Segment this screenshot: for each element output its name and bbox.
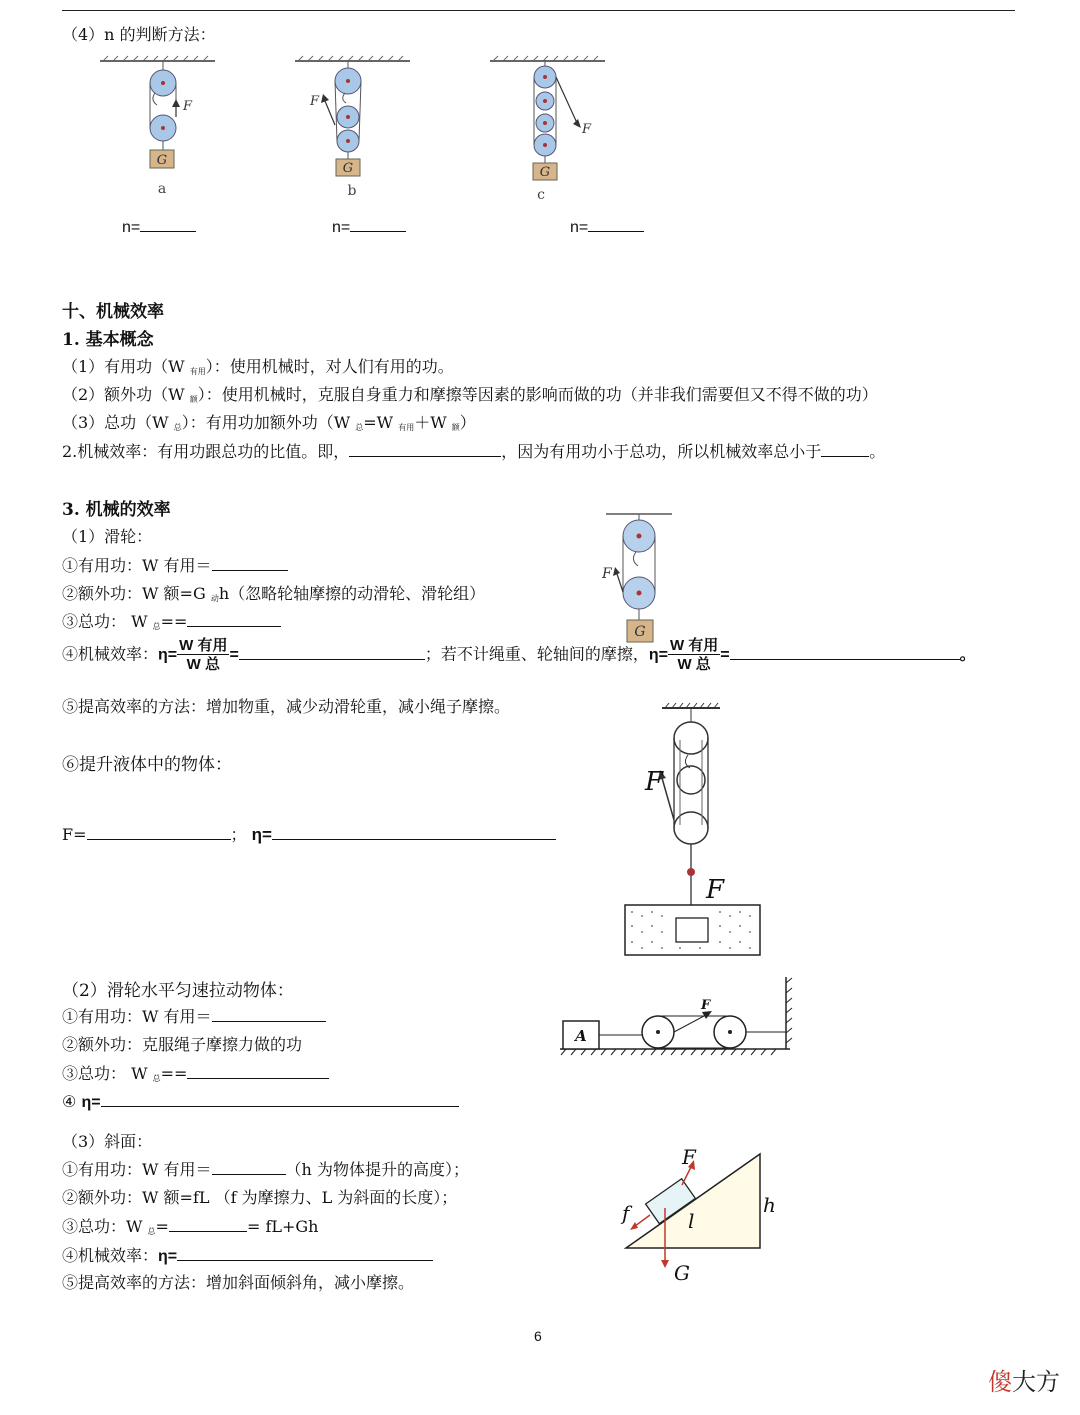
incline-efficiency-blank[interactable] [177, 1245, 433, 1261]
pulley-efficiency-blank[interactable] [239, 644, 425, 660]
svg-text:G: G [156, 153, 168, 168]
incline-useful-blank[interactable] [212, 1159, 286, 1175]
basic-concept-heading: 1. 基本概念 [62, 330, 154, 350]
svg-text:a: a [157, 181, 167, 197]
svg-text:h: h [763, 1193, 776, 1217]
horizontal-pulley-figure [556, 975, 796, 1065]
efficiency-formula-blank[interactable] [349, 441, 501, 457]
brand-red: 傻 [988, 1369, 1012, 1396]
svg-text:F: F [582, 122, 592, 137]
svg-text:G: G [342, 161, 354, 176]
pulley-extra-work: ②额外功：W 额=G $_动$h（忽略轮轴摩擦的动滑轮、滑轮组） [62, 584, 486, 603]
incline-heading: （3）斜面： [62, 1132, 153, 1151]
liquid-lift-heading: ⑥提升液体中的物体： [62, 755, 232, 775]
horizontal-heading: （2）滑轮水平匀速拉动物体： [62, 981, 294, 1001]
svg-text:A: A [575, 1027, 587, 1045]
answer-a: n= [122, 216, 196, 237]
useful-work-line: （1）有用功（W $_{有用}$）：使用机械时，对人们有用的功。 [62, 357, 454, 376]
section-title: 十、机械效率 [62, 302, 164, 322]
single-pulley-figure [598, 512, 688, 647]
liquid-lift-answers: F= ； η= [62, 822, 556, 845]
pulley-useful-blank[interactable] [212, 555, 288, 571]
top-rule [62, 10, 1015, 11]
incline-efficiency: ④机械效率：η= [62, 1243, 433, 1266]
horizontal-extra-work: ②额外功：克服绳子摩擦力做的功 [62, 1035, 303, 1054]
incline-useful-work: ①有用功：W 有用＝ （h 为物体提升的高度）； [62, 1160, 469, 1179]
svg-text:F: F [645, 767, 664, 797]
horizontal-efficiency-blank[interactable] [101, 1091, 459, 1107]
pulley-efficiency-line: ④机械效率：η= $\frac{\text{W 有用}}{\text{W 总}}$ = ；若不计绳重、轮轴间的摩擦，η= $\frac{\text{W 有用}}{\text{W 总}}$ = 。 [62, 637, 976, 673]
incline-total-blank[interactable] [169, 1216, 247, 1232]
horizontal-total-work: ③总功： W $_总$== [62, 1061, 329, 1084]
answer-blank-b[interactable] [350, 216, 406, 232]
pulley-useful-work: ①有用功：W 有用＝ [62, 553, 288, 576]
pulley-heading: （1）滑轮： [62, 527, 153, 546]
svg-text:b: b [347, 183, 357, 199]
horizontal-useful-blank[interactable] [212, 1006, 326, 1022]
liquid-efficiency-blank[interactable] [272, 824, 556, 840]
pulley-figure-c [485, 55, 615, 205]
horizontal-total-blank[interactable] [187, 1063, 329, 1079]
svg-text:F: F [183, 99, 193, 114]
liquid-pulley-figure [610, 700, 780, 960]
page-number: 6 [534, 1328, 542, 1344]
pulley-figure-a [95, 55, 225, 200]
pulley-improve-method: ⑤提高效率的方法：增加物重，减少动滑轮重，减小绳子摩擦。 [62, 697, 511, 716]
svg-text:G: G [674, 1261, 690, 1285]
svg-text:F: F [682, 1145, 696, 1169]
efficiency-limit-blank[interactable] [821, 441, 869, 457]
svg-text:F: F [701, 998, 711, 1013]
incline-extra-work: ②额外功：W 额=fL （f 为摩擦力、L 为斜面的长度）； [62, 1188, 458, 1207]
liquid-force-blank[interactable] [87, 824, 231, 840]
svg-text:G: G [539, 165, 551, 180]
answer-blank-c[interactable] [588, 216, 644, 232]
horizontal-efficiency: ④ η= [62, 1091, 459, 1112]
brand-black: 大方 [1012, 1369, 1060, 1396]
pulley-efficiency-blank-2[interactable] [730, 644, 960, 660]
answer-blank-a[interactable] [140, 216, 196, 232]
svg-text:l: l [688, 1209, 695, 1233]
svg-text:c: c [537, 187, 545, 203]
efficiency-fraction-2: $\frac{\text{W 有用}}{\text{W 总}}$ [669, 637, 719, 673]
svg-text:F: F [706, 875, 725, 905]
horizontal-useful-work: ①有用功：W 有用＝ [62, 1004, 326, 1027]
svg-text:G: G [634, 624, 646, 640]
pulley-total-blank[interactable] [187, 611, 281, 627]
pulley-total-work: ③总功： W $_总$== [62, 609, 281, 632]
incline-improve-method: ⑤提高效率的方法：增加斜面倾斜角，减小摩擦。 [62, 1273, 415, 1292]
efficiency-fraction: $\frac{\text{W 有用}}{\text{W 总}}$ [179, 637, 228, 673]
svg-text:f: f [622, 1201, 630, 1225]
machine-efficiency-heading: 3. 机械的效率 [62, 500, 171, 520]
pulley-figure-b [290, 55, 420, 200]
extra-work-line: （2）额外功（W $_额$）：使用机械时，克服自身重力和摩擦等因素的影响而做的功（并非我们需要但又不得不做的功） [62, 385, 878, 404]
answer-b: n= [332, 216, 406, 237]
n-method-heading: （4）n 的判断方法： [62, 25, 216, 44]
svg-text:F: F [310, 94, 320, 109]
incline-total-work: ③总功：W $_总$= = fL+Gh [62, 1217, 319, 1236]
brand-watermark [988, 1362, 1060, 1397]
answer-c: n= [570, 216, 644, 237]
total-work-line: （3）总功（W $_总$）：有用功加额外功（W $_总$=W $_{有用}$＋W $_额$） [62, 413, 476, 432]
svg-text:F: F [602, 566, 612, 582]
incline-figure [610, 1140, 790, 1290]
efficiency-definition-line: 2.机械效率：有用功跟总功的比值。即， ，因为有用功小于总功，所以机械效率总小于 。 [62, 442, 886, 461]
